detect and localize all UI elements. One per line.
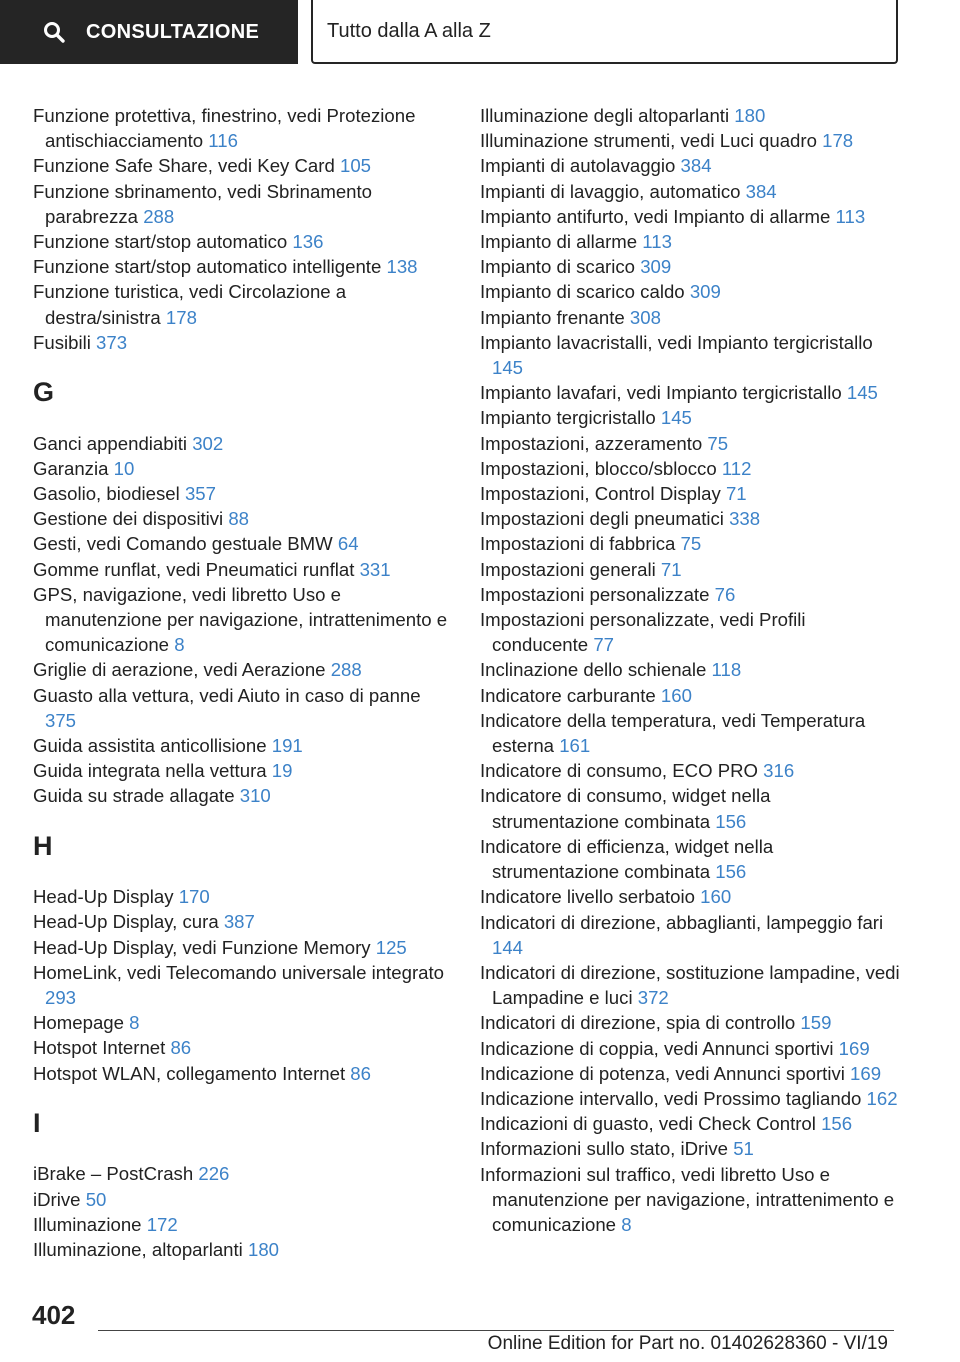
index-entry-text: Guida su strade allagate xyxy=(33,785,240,807)
index-entry-text: Head-Up Display xyxy=(33,886,179,908)
index-letter-heading: G xyxy=(33,377,55,408)
index-entry xyxy=(480,179,900,204)
index-entry xyxy=(33,1237,453,1262)
index-entry xyxy=(480,582,900,607)
index-entry-text: Impostazioni di fabbrica xyxy=(480,533,681,555)
page-reference-link[interactable]: 169 xyxy=(838,1037,870,1059)
page-reference-link[interactable]: 76 xyxy=(714,583,736,605)
index-entry-text: Gesti, vedi Comando gestuale BMW xyxy=(33,533,338,555)
page-reference-link[interactable]: 373 xyxy=(96,331,128,353)
index-entry xyxy=(33,783,453,808)
index-entry xyxy=(480,708,900,758)
page-reference-link[interactable]: 156 xyxy=(715,810,747,832)
index-entry-text: Impostazioni generali xyxy=(480,558,661,580)
index-column-right xyxy=(480,103,900,1237)
index-entry-text: Indicatore livello serbatoio xyxy=(480,886,701,908)
index-entry-text: Homepage xyxy=(33,1012,130,1034)
page-reference-link[interactable]: 384 xyxy=(680,155,712,177)
index-entry xyxy=(480,1111,900,1136)
index-entry xyxy=(480,758,900,783)
index-entry xyxy=(33,582,453,658)
page-reference-link[interactable]: 118 xyxy=(711,659,742,681)
index-entry-text: Hotspot Internet xyxy=(33,1037,171,1059)
index-entry xyxy=(480,103,900,128)
index-entry xyxy=(480,229,900,254)
page-reference-link[interactable]: 308 xyxy=(629,306,661,328)
index-entry xyxy=(480,1010,900,1035)
index-entry xyxy=(480,683,900,708)
page-reference-link[interactable]: 309 xyxy=(689,281,721,303)
index-entry xyxy=(480,834,900,884)
page-reference-link[interactable]: 372 xyxy=(637,987,669,1009)
page-reference-link[interactable]: 113 xyxy=(642,231,672,253)
page-reference-link[interactable]: 113 xyxy=(835,205,866,227)
index-entry-text: Impianto di allarme xyxy=(480,231,643,253)
page-reference-link[interactable]: 86 xyxy=(170,1037,192,1059)
index-entry-text: Head-Up Display, cura xyxy=(33,911,224,933)
index-entry-text: Impianto frenante xyxy=(480,306,630,328)
index-entry xyxy=(480,380,900,405)
index-column-left xyxy=(33,103,453,1262)
page-reference-link[interactable]: 51 xyxy=(733,1138,754,1160)
index-entry xyxy=(480,305,900,330)
page-number: 402 xyxy=(32,1300,76,1330)
page-reference-link[interactable]: 86 xyxy=(350,1062,371,1084)
index-entry xyxy=(33,229,453,254)
page-reference-link[interactable]: 338 xyxy=(729,508,761,530)
page-reference-link[interactable]: 310 xyxy=(239,785,271,807)
index-entry-text: Impianto tergicristallo xyxy=(480,407,661,429)
index-entry xyxy=(33,733,453,758)
page-reference-link[interactable]: 75 xyxy=(680,533,702,555)
index-entry-text: Impostazioni degli pneumatici xyxy=(480,508,730,530)
index-entry xyxy=(480,657,900,682)
index-entry-text: Guasto alla vettura, vedi Aiuto in caso di panne xyxy=(33,684,421,706)
index-entry xyxy=(33,1187,453,1212)
page-reference-link[interactable]: 172 xyxy=(146,1213,178,1235)
index-entry-text: Impostazioni, azzeramento xyxy=(480,432,708,454)
index-entry-text: Indicazioni di guasto, vedi Check Control xyxy=(480,1113,822,1135)
index-entry xyxy=(33,1061,453,1086)
edition-footer: Online Edition for Part no. 01402628360 - VI/19 xyxy=(487,1333,888,1354)
page-reference-link[interactable]: 145 xyxy=(492,357,524,379)
index-entry-text: Impianti di autolavaggio xyxy=(480,155,681,177)
page-reference-link[interactable]: 191 xyxy=(271,735,303,757)
consultazione-tab[interactable] xyxy=(0,0,298,64)
page-reference-link[interactable]: 71 xyxy=(660,558,682,580)
index-entry-text: Informazioni sul traffico, vedi libretto Uso e manutenzione per navigazione, intrattenimento e comunicazione xyxy=(480,1163,895,1235)
index-entry-text: Impostazioni, blocco/sblocco xyxy=(480,457,722,479)
index-entry xyxy=(480,557,900,582)
index-entry xyxy=(480,254,900,279)
index-entry-text: Funzione start/stop automatico xyxy=(33,231,293,253)
page-reference-link[interactable]: 288 xyxy=(330,659,362,681)
page-reference-link[interactable]: 71 xyxy=(725,483,747,505)
index-entry-text: Indicatori di direzione, sostituzione lampadine, vedi Lampadine e luci xyxy=(480,961,900,1009)
index-entry-text: Informazioni sullo stato, iDrive xyxy=(480,1138,734,1160)
index-entry xyxy=(33,960,453,1010)
index-entry-text: Illuminazione degli altoparlanti xyxy=(480,105,735,126)
page-reference-link[interactable]: 156 xyxy=(821,1113,853,1135)
index-entry xyxy=(33,531,453,556)
page-reference-link[interactable]: 19 xyxy=(271,760,293,782)
index-entry-text: Impianto di scarico caldo xyxy=(480,281,690,303)
index-entry-text: Illuminazione, altoparlanti xyxy=(33,1239,248,1261)
page-reference-link[interactable]: 387 xyxy=(223,911,255,933)
page-reference-link[interactable]: 226 xyxy=(198,1163,230,1185)
page-reference-link[interactable]: 288 xyxy=(143,205,175,227)
page-reference-link[interactable]: 112 xyxy=(721,457,752,479)
index-entry-text: Funzione protettiva, finestrino, vedi Protezione antischiacciamento xyxy=(33,105,416,152)
index-entry xyxy=(33,683,453,733)
index-entry-text: Indicazione di potenza, vedi Annunci sportivi xyxy=(480,1062,851,1084)
search-icon xyxy=(42,20,66,44)
index-entry xyxy=(480,960,900,1010)
index-entry-text: GPS, navigazione, vedi libretto Uso e manutenzione per navigazione, intrattenimento e comunicazione xyxy=(33,583,448,656)
index-entry xyxy=(33,456,453,481)
footer-divider xyxy=(98,1330,894,1331)
page-reference-link[interactable]: 180 xyxy=(247,1239,280,1261)
page-reference-link[interactable]: 162 xyxy=(866,1087,898,1109)
index-entry xyxy=(480,1061,900,1086)
page-reference-link[interactable]: 88 xyxy=(228,508,250,530)
index-entry xyxy=(33,557,453,582)
section-title-tab xyxy=(311,0,898,64)
index-entry-text: Head-Up Display, vedi Funzione Memory xyxy=(33,936,376,958)
index-entry xyxy=(480,128,900,153)
index-entry xyxy=(33,254,453,279)
index-entry-text: Indicatori di direzione, spia di controllo xyxy=(480,1012,801,1034)
index-entry-text: Indicatori di direzione, abbaglianti, lampeggio fari xyxy=(480,911,884,933)
index-entry-text: Illuminazione strumenti, vedi Luci quadro xyxy=(480,130,823,152)
page-reference-link[interactable]: 160 xyxy=(660,684,692,706)
index-entry-text: Garanzia xyxy=(33,457,114,479)
index-entry-text: Griglie di aerazione, vedi Aerazione xyxy=(33,659,331,681)
page-reference-link[interactable]: 169 xyxy=(850,1062,882,1084)
index-entry xyxy=(33,1010,453,1035)
index-entry xyxy=(480,910,900,960)
page-reference-link[interactable]: 8 xyxy=(174,634,185,656)
index-entry-text: Impostazioni, Control Display xyxy=(480,483,726,505)
index-entry-text: Indicatore della temperatura, vedi Temperatura esterna xyxy=(480,709,866,757)
page-reference-link[interactable]: 77 xyxy=(593,634,614,656)
index-entry xyxy=(480,1136,900,1161)
index-entry-text: Inclinazione dello schienale xyxy=(480,659,712,681)
page-reference-link[interactable]: 136 xyxy=(292,231,324,253)
index-entry xyxy=(480,204,900,229)
index-letter-heading: I xyxy=(33,1107,41,1138)
index-entry-text: Indicazione intervallo, vedi Prossimo tagliando xyxy=(480,1087,867,1109)
index-entry-text: Illuminazione xyxy=(33,1213,147,1235)
index-entry-text: Impianti di lavaggio, automatico xyxy=(480,180,746,202)
page-reference-link[interactable]: 116 xyxy=(208,130,238,152)
index-entry xyxy=(480,607,900,657)
index-entry xyxy=(480,884,900,909)
page-reference-link[interactable]: 331 xyxy=(359,558,391,580)
page-reference-link[interactable]: 138 xyxy=(386,256,418,278)
page-reference-link[interactable]: 125 xyxy=(375,936,407,958)
index-entry xyxy=(480,481,900,506)
page-reference-link[interactable]: 302 xyxy=(192,432,224,454)
page-reference-link[interactable]: 50 xyxy=(85,1188,107,1210)
index-entry-text: Funzione start/stop automatico intelligente xyxy=(33,256,387,278)
page-reference-link[interactable]: 159 xyxy=(800,1012,832,1034)
page-reference-link[interactable]: 8 xyxy=(621,1213,632,1235)
index-entry xyxy=(480,456,900,481)
page-reference-link[interactable]: 8 xyxy=(129,1012,140,1034)
index-entry xyxy=(33,103,453,153)
page-reference-link[interactable]: 64 xyxy=(337,533,359,555)
index-entry-text: Impianto lavafari, vedi Impianto tergicristallo xyxy=(480,382,847,404)
index-entry xyxy=(480,153,900,178)
index-entry xyxy=(33,884,453,909)
page-reference-link[interactable]: 145 xyxy=(846,382,878,404)
index-entry xyxy=(33,1212,453,1237)
section-title: Tutto dalla A alla Z xyxy=(327,19,491,42)
index-entry xyxy=(480,531,900,556)
page-reference-link[interactable]: 170 xyxy=(178,886,210,908)
page-reference-link[interactable]: 178 xyxy=(822,130,854,152)
index-entry-text: Indicatore di consumo, ECO PRO xyxy=(480,760,764,782)
page-reference-link[interactable]: 375 xyxy=(45,709,77,731)
page-reference-link[interactable]: 180 xyxy=(734,105,766,126)
index-entry-text: Guida integrata nella vettura xyxy=(33,760,272,782)
index-entry xyxy=(480,431,900,456)
index-entry-text: Gasolio, biodiesel xyxy=(33,483,185,505)
index-entry-text: Indicazione di coppia, vedi Annunci sportivi xyxy=(480,1037,839,1059)
page-reference-link[interactable]: 384 xyxy=(745,180,777,202)
index-entry-text: Hotspot WLAN, collegamento Internet xyxy=(33,1062,351,1084)
index-entry xyxy=(480,506,900,531)
index-entry-text: Impostazioni personalizzate, vedi Profili conducente xyxy=(480,609,806,656)
page-reference-link[interactable]: 357 xyxy=(184,483,216,505)
index-entry-text: iDrive xyxy=(33,1188,86,1210)
index-entry-text: Indicatore di consumo, widget nella strumentazione combinata xyxy=(480,785,771,832)
page-reference-link[interactable]: 178 xyxy=(165,306,197,328)
index-entry xyxy=(33,506,453,531)
index-entry xyxy=(33,657,453,682)
page-reference-link[interactable]: 156 xyxy=(715,861,747,883)
index-entry-text: Impianto lavacristalli, vedi Impianto tergicristallo xyxy=(480,331,873,353)
index-entry-text: Indicatore di efficienza, widget nella strumentazione combinata xyxy=(480,835,774,883)
page-reference-link[interactable]: 105 xyxy=(339,155,372,177)
page-reference-link[interactable]: 309 xyxy=(640,256,672,278)
index-entry-text: HomeLink, vedi Telecomando universale integrato xyxy=(33,961,445,983)
page-reference-link[interactable]: 145 xyxy=(660,407,692,429)
index-entry-text: Fusibili xyxy=(33,331,97,353)
index-entry-text: Impianto di scarico xyxy=(480,256,641,278)
index-entry xyxy=(480,1086,900,1111)
index-entry-text: Funzione Safe Share, vedi Key Card xyxy=(33,155,340,177)
page-reference-link[interactable]: 293 xyxy=(45,987,77,1009)
index-entry-text: Indicatore carburante xyxy=(480,684,661,706)
page-reference-link[interactable]: 10 xyxy=(113,457,135,479)
index-entry xyxy=(33,935,453,960)
index-entry xyxy=(33,1161,453,1186)
index-entry-text: Funzione turistica, vedi Circolazione a destra/sinistra xyxy=(33,281,347,328)
index-entry xyxy=(33,279,453,329)
index-entry xyxy=(480,1162,900,1238)
page-reference-link[interactable]: 75 xyxy=(707,432,729,454)
index-entry-text: Gestione dei dispositivi xyxy=(33,508,229,530)
page-reference-link[interactable]: 144 xyxy=(492,936,524,958)
page-reference-link[interactable]: 160 xyxy=(700,886,732,908)
index-entry xyxy=(480,783,900,833)
index-entry-text: iBrake – PostCrash xyxy=(33,1163,199,1185)
index-entry xyxy=(33,758,453,783)
index-entry xyxy=(33,179,453,229)
index-entry-text: Gomme runflat, vedi Pneumatici runflat xyxy=(33,558,360,580)
index-entry-text: Impostazioni personalizzate xyxy=(480,583,715,605)
index-entry-text: Funzione sbrinamento, vedi Sbrinamento parabrezza xyxy=(33,180,373,227)
index-letter-heading: H xyxy=(33,830,53,861)
index-entry-text: Impianto antifurto, vedi Impianto di allarme xyxy=(480,205,836,227)
index-entry xyxy=(480,405,900,430)
page-reference-link[interactable]: 316 xyxy=(763,760,795,782)
index-entry xyxy=(480,1036,900,1061)
index-entry xyxy=(33,909,453,934)
index-entry-text: Ganci appendiabiti xyxy=(33,432,193,454)
index-entry xyxy=(33,431,453,456)
consultazione-label: CONSULTAZIONE xyxy=(86,20,260,43)
index-entry xyxy=(33,153,453,178)
index-entry xyxy=(480,330,900,380)
index-entry xyxy=(33,330,453,355)
index-entry xyxy=(480,279,900,304)
index-entry xyxy=(33,1035,453,1060)
index-entry xyxy=(33,481,453,506)
page-reference-link[interactable]: 161 xyxy=(559,735,591,757)
header-bar xyxy=(0,0,960,66)
index-entry-text: Guida assistita anticollisione xyxy=(33,735,272,757)
